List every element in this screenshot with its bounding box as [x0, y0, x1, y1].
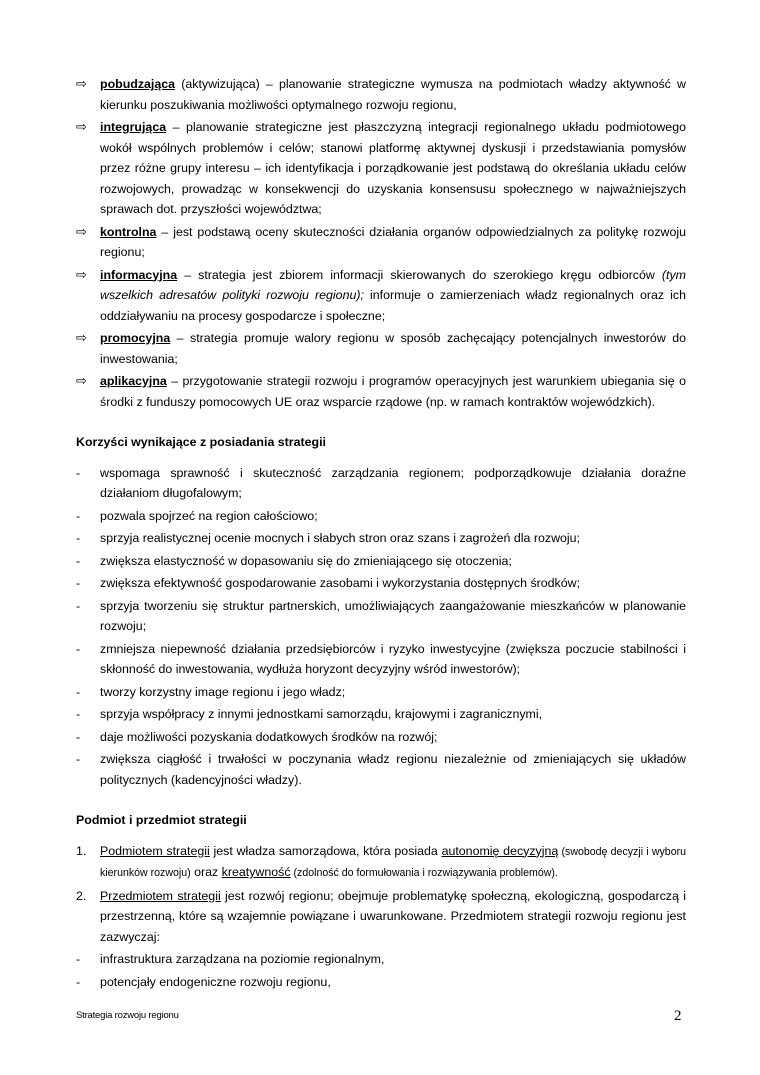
function-term: kontrolna [100, 224, 157, 239]
function-term: pobudzająca [100, 77, 176, 91]
benefit-item: - sprzyja współpracy z innymi jednostkami samorządu, krajowymi i zagranicznymi, [76, 704, 686, 725]
page-content [76, 74, 686, 994]
function-desc-cont: informuje o zamierzeniach władz regionalnych oraz ich oddziaływaniu na procesy gospodarcze i społeczne; [100, 288, 686, 323]
function-desc: (aktywizująca) – planowanie strategiczne wymusza na podmiotach władzy aktywność w kierunku poszukiwania możliwości optymalnego rozwoju regionu, [100, 77, 686, 112]
dash-bullet: - [76, 465, 81, 480]
dash-bullet: - [76, 508, 81, 523]
benefit-item: - pozwala spojrzeć na region całościowo; [76, 506, 686, 527]
dash-bullet: - [76, 707, 81, 721]
benefits-heading: Korzyści wynikające z posiadania strategii [76, 435, 326, 449]
function-term: informacyjna [100, 267, 178, 282]
subject-item-2: 2. Przedmiotem strategii jest rozwój regionu; obejmuje problematykę społeczną, ekologiczną, gospodarczą i przestrzenną, które są wzajemnie powiązane i uwarunkowane. Przedmiotem strategii rozwoju regionu jest zazwyczaj: [76, 886, 686, 948]
subject-item-1: 1. Podmiotem strategii jest władza samorządowa, która posiada autonomię decyzyjną (swobodę decyzji i wyboru kierunków rozwoju) oraz kreatywność (zdolność do formułowania i rozwiązywania problemów). [76, 841, 686, 884]
benefit-item: - zmniejsza niepewność działania przedsiębiorców i ryzyko inwestycyjne (zwiększa poczucie stabilności i skłonność do inwestowania, wydłuża horyzont decyzyjny wśród inwestorów); [76, 639, 686, 680]
functions-list [76, 74, 686, 412]
arrow-right-outline-icon: ⇨ [76, 330, 87, 345]
function-term: promocyjna [100, 331, 171, 345]
function-item-integrujaca [76, 117, 686, 220]
list-number: 2. [76, 888, 87, 903]
function-item-kontrolna [76, 222, 686, 263]
benefit-item: - zwiększa elastyczność w dopasowaniu się do zmieniającego się otoczenia; [76, 551, 686, 572]
benefit-item: - daje możliwości pozyskania dodatkowych środków na rozwój; [76, 727, 686, 748]
arrow-right-outline-icon: ⇨ [76, 223, 87, 239]
arrow-right-outline-icon: ⇨ [76, 119, 87, 134]
function-desc: – przygotowanie strategii rozwoju i programów operacyjnych jest warunkiem ubiegania się o środki z funduszy pomocowych UE oraz wsparcie rządowe (np. w ramach kontraktów wojewódzkich). [100, 374, 686, 409]
dash-bullet: - [76, 684, 81, 699]
dash-bullet: - [76, 553, 81, 568]
dash-bullet: - [76, 752, 81, 766]
subject-list [76, 841, 686, 993]
function-term: aplikacyjna [100, 374, 167, 388]
footer-title: Strategia rozwoju regionu [76, 1010, 179, 1021]
arrow-right-outline-icon: ⇨ [76, 266, 87, 282]
subject-subitem: - potencjały endogeniczne rozwoju regionu, [76, 972, 686, 993]
benefit-item: - sprzyja tworzeniu się struktur partnerskich, umożliwiających zaangażowanie mieszkańców w planowanie rozwoju; [76, 596, 686, 637]
function-desc-italic: (tym wszelkich adresatów polityki rozwoju regionu); [100, 267, 686, 302]
dash-bullet: - [76, 531, 81, 545]
benefit-item: - zwiększa efektywność gospodarowanie zasobami i wykorzystania dostępnych środków; [76, 573, 686, 594]
function-desc: – planowanie strategiczne jest płaszczyzną integracji regionalnego układu podmiotowego wokół wspólnych problemów i celów; stanowi platformę aktywnej dyskusji i przedstawiania pomysłów przez różne grupy interesu – ich identyfikacja i porządkowanie jest podstawą do określania układu celów rozwojowych, prowadząc w konsekwencji do uzyskania konsensusu społecznego w najważniejszych sprawach dot. przyszłości województwa; [100, 120, 686, 216]
function-desc: – jest podstawą oceny skuteczności działania organów odpowiedzialnych za politykę rozwoju regionu; [100, 224, 686, 259]
function-desc: – strategia promuje walory regionu w sposób zachęcający potencjalnych inwestorów do inwestowania; [100, 331, 686, 366]
arrow-right-outline-icon: ⇨ [76, 76, 87, 91]
dash-bullet: - [76, 598, 81, 613]
dash-bullet: - [76, 952, 81, 966]
function-item-pobudzajaca [76, 74, 686, 115]
function-item-informacyjna [76, 265, 686, 327]
page-number: 2 [674, 1008, 682, 1024]
dash-bullet: - [76, 641, 81, 656]
arrow-right-outline-icon: ⇨ [76, 373, 87, 388]
benefit-item: - zwiększa ciągłość i trwałości w poczynania władz regionu niezależnie od zmieniających się układów politycznych (kadencyjności władzy). [76, 749, 686, 790]
function-desc: – strategia jest zbiorem informacji skierowanych do szerokiego kręgu odbiorców [177, 267, 662, 282]
benefits-list [76, 463, 686, 791]
subject-heading: Podmiot i przedmiot strategii [76, 813, 247, 827]
list-number: 1. [76, 843, 87, 858]
dash-bullet: - [76, 729, 81, 744]
function-term: integrująca [100, 120, 167, 134]
benefit-item: - tworzy korzystny image regionu i jego władz; [76, 682, 686, 703]
benefit-item: - sprzyja realistycznej ocenie mocnych i słabych stron oraz szans i zagrożeń dla rozwoju; [76, 528, 686, 549]
dash-bullet: - [76, 576, 81, 590]
subject-subitem: - infrastruktura zarządzana na poziomie regionalnym, [76, 949, 686, 970]
benefit-item: - wspomaga sprawność i skuteczność zarządzania regionem; podporządkowuje działania doraźne działaniom długofalowym; [76, 463, 686, 504]
function-item-promocyjna [76, 328, 686, 369]
dash-bullet: - [76, 974, 81, 989]
function-item-aplikacyjna [76, 371, 686, 412]
